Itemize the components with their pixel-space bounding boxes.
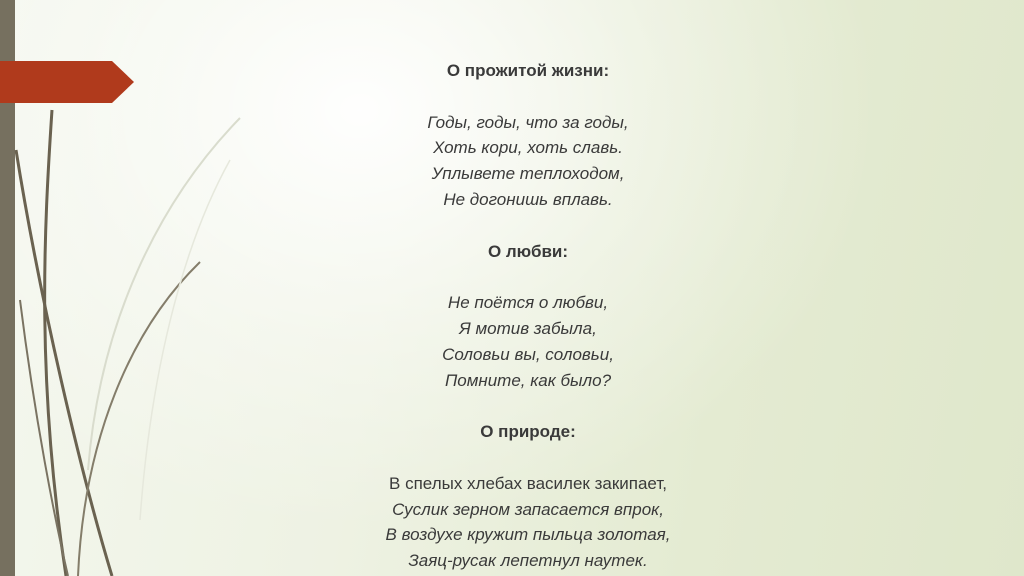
- poem-line: В спелых хлебах василек закипает,: [389, 473, 667, 493]
- section-heading-life: О прожитой жизни:: [446, 61, 610, 80]
- poem-line: В воздухе кружит пыльца золотая,: [385, 525, 671, 545]
- poem-line: Я мотив забыла,: [459, 318, 597, 338]
- poem-line: Суслик зерном запасается впрок,: [392, 499, 664, 519]
- section-heading-love: О любви:: [487, 241, 569, 261]
- spacer: [308, 264, 748, 290]
- poem-line: Не поётся о любви,: [447, 293, 609, 313]
- section-heading-nature: О природе:: [480, 422, 576, 442]
- spacer: [308, 393, 748, 419]
- spacer: [308, 213, 748, 239]
- spacer: [308, 445, 748, 471]
- poem-line: Соловьи вы, соловьи,: [442, 344, 614, 364]
- poem-line: Помните, как было?: [444, 370, 612, 390]
- poem-line: Уплывете теплоходом,: [431, 164, 625, 184]
- poem-line: Не догонишь вплавь.: [443, 189, 613, 209]
- accent-arrow-shape: [0, 61, 134, 103]
- poem-line: Заяц-русак лепетнул наутек.: [408, 551, 648, 571]
- poem-line: Годы, годы, что за годы,: [427, 112, 629, 132]
- spacer: [308, 84, 748, 110]
- poem-text-block: [308, 58, 748, 574]
- poem-line: Хоть кори, хоть славь.: [433, 138, 623, 158]
